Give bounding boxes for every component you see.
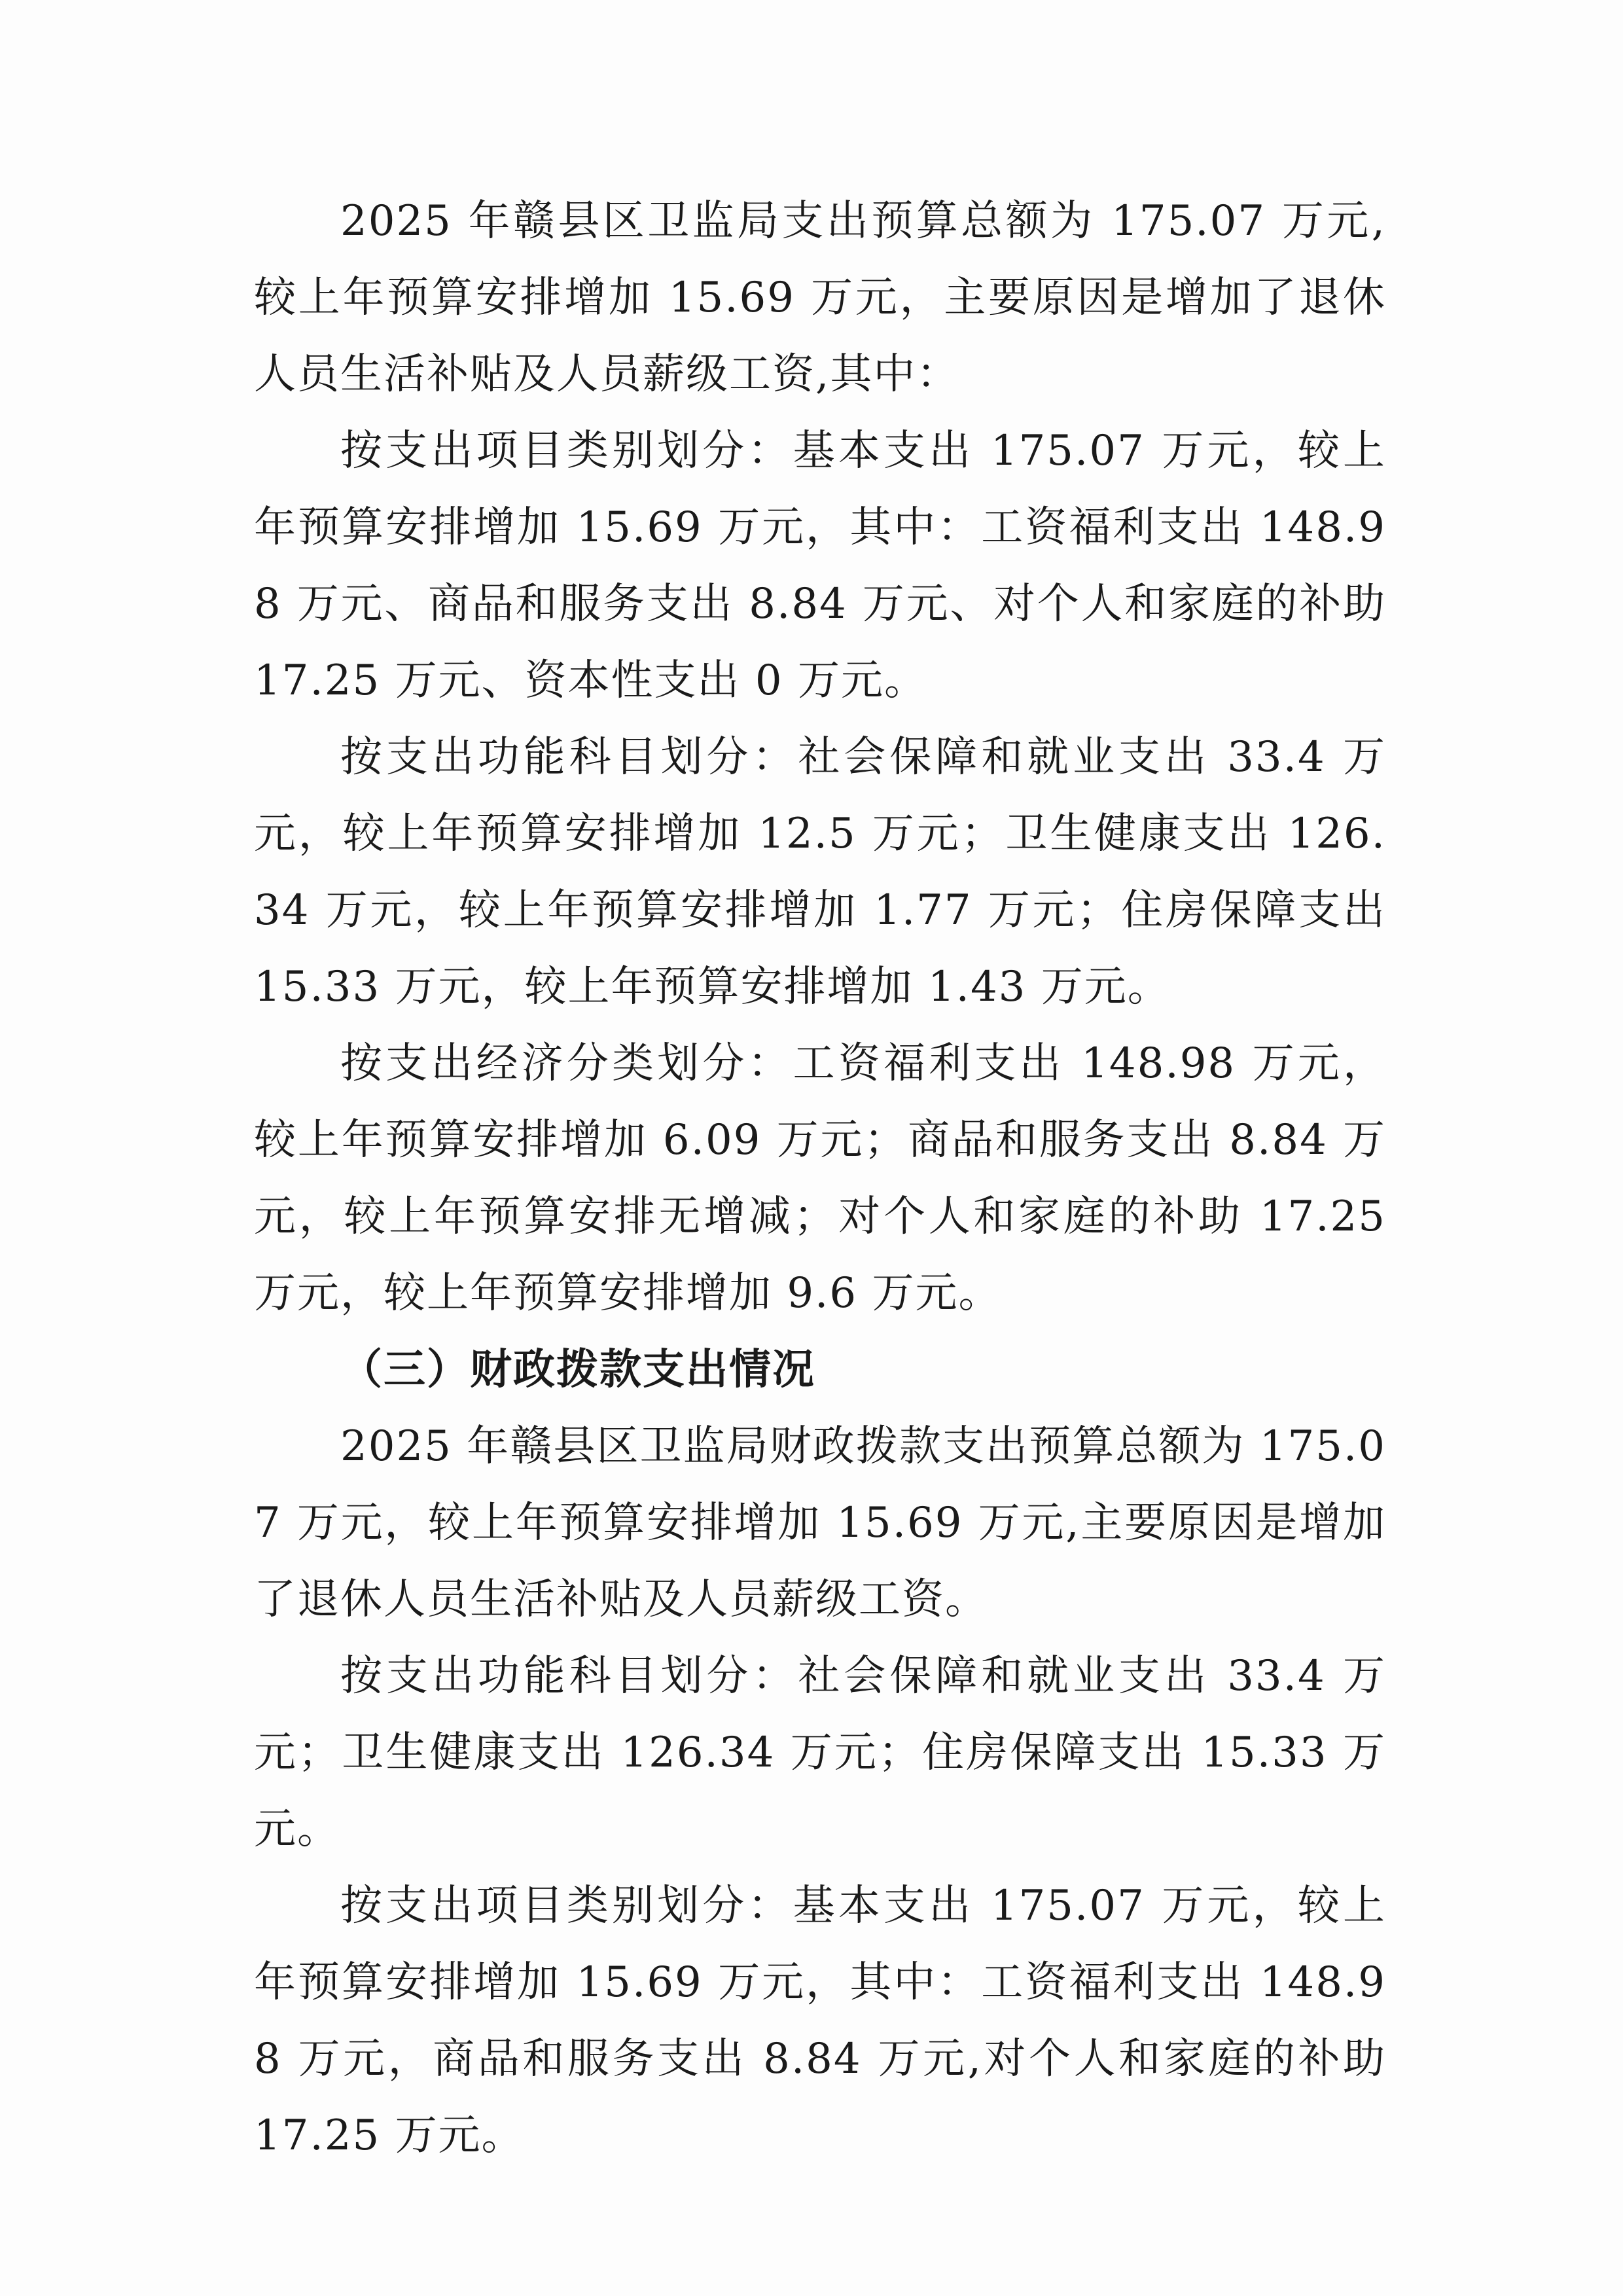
document-body	[254, 183, 1386, 2174]
paragraph-by-function: 按支出功能科目划分：社会保障和就业支出 33.4 万元，较上年预算安排增加 12.5 万元；卫生健康支出 126.34 万元，较上年预算安排增加 1.77 万元；住房保障支出 15.33 万元，较上年预算安排增加 1.43 万元。	[254, 733, 1386, 1011]
paragraph-total-budget: 2025 年赣县区卫监局支出预算总额为 175.07 万元,较上年预算安排增加 15.69 万元，主要原因是增加了退休人员生活补贴及人员薪级工资,其中：	[254, 197, 1386, 399]
section-heading: （三）财政拨款支出情况	[340, 1346, 815, 1394]
paragraph-by-project-category: 按支出项目类别划分：基本支出 175.07 万元，较上年预算安排增加 15.69 万元，其中：工资福利支出 148.98 万元、商品和服务支出 8.84 万元、对个人和家庭的补助 17.25 万元、资本性支出 0 万元。	[254, 427, 1386, 705]
paragraph-fiscal-total: 2025 年赣县区卫监局财政拨款支出预算总额为 175.07 万元，较上年预算安排增加 15.69 万元,主要原因是增加了退休人员生活补贴及人员薪级工资。	[254, 1422, 1386, 1624]
paragraph-fiscal-by-project: 按支出项目类别划分：基本支出 175.07 万元，较上年预算安排增加 15.69 万元，其中：工资福利支出 148.98 万元，商品和服务支出 8.84 万元,对个人和家庭的补助 17.25 万元。	[254, 1882, 1386, 2160]
paragraph-fiscal-by-function: 按支出功能科目划分：社会保障和就业支出 33.4 万元；卫生健康支出 126.34 万元；住房保障支出 15.33 万元。	[254, 1652, 1386, 1854]
paragraph-by-economic-class: 按支出经济分类划分：工资福利支出 148.98 万元，较上年预算安排增加 6.09 万元；商品和服务支出 8.84 万元，较上年预算安排无增减；对个人和家庭的补助 17.25 万元，较上年预算安排增加 9.6 万元。	[254, 1039, 1386, 1318]
